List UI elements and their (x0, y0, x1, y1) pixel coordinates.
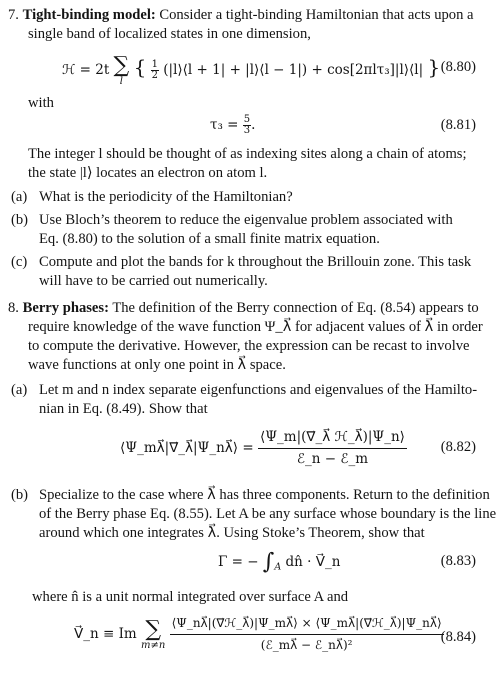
part-7c-line1: Compute and plot the bands for k throughout the Brillouin zone. This task (39, 254, 472, 270)
equation-8-80 (62, 50, 441, 87)
equation-8-84 (74, 614, 444, 655)
eq-880-open-brace: { (133, 55, 147, 79)
eq-884-frac (170, 614, 444, 655)
eq-883-domain: A (274, 561, 282, 573)
where-line: where n̂ is a unit normal integrated over surface A and (32, 589, 349, 605)
problem-7-para-line1: The integer l should be thought of as indexing sites along a chain of atoms; (28, 146, 467, 162)
eq-880-half: $\frac{1}{2}$ (151, 59, 158, 81)
eq-882-lhs: ⟨Ψ_mλ⃗|∇⃗_λ⃗|Ψ_nλ⃗⟩ = (120, 440, 258, 456)
eq-884-denominator: (ℰ_mλ⃗ − ℰ_nλ⃗)² (260, 638, 353, 652)
part-7a (11, 188, 293, 207)
eq-881-lhs: τ₃ = (210, 117, 243, 133)
equation-8-83 (218, 546, 340, 578)
eq-881-frac: $\frac{5}{3}$ (243, 114, 251, 136)
eq-881-number: (8.81) (440, 117, 476, 133)
problem-8-line4: wave functions at only one point in λ⃗ space. (28, 357, 286, 373)
eq-881-tail: . (251, 117, 256, 133)
eq-883-lhs: Γ = − (218, 554, 259, 570)
eq-883-integral: ∫ (262, 549, 275, 575)
part-8b-line3: around which one integrates λ⃗. Using Stoke’s Theorem, show that (39, 525, 425, 541)
with-label: with (28, 95, 54, 111)
problem-8-line1: The definition of the Berry connection of Eq. (8.54) appears to (112, 300, 479, 316)
problem-8-line3: to compute the derivative. However, the expression can be recast to involve (28, 338, 470, 354)
eq-884-numerator: ⟨Ψ_nλ⃗|(∇⃗ℋ_λ⃗)|Ψ_mλ⃗⟩ × ⟨Ψ_mλ⃗|(∇⃗ℋ_λ⃗)|Ψ_nλ⃗⟩ (170, 614, 444, 635)
part-8a-label: (a) (11, 382, 28, 398)
part-7b (11, 211, 453, 230)
eq-884-number: (8.84) (440, 629, 476, 645)
eq-880-sum: ∑ l (113, 52, 130, 87)
problem-7-intro-line2: single band of localized states in one dimension, (28, 26, 311, 42)
part-8b-line2: of the Berry phase Eq. (8.55). Let A be any surface whose boundary is the line (39, 506, 496, 522)
problem-7-intro-line1: Consider a tight-binding Hamiltonian that acts upon a (159, 7, 474, 23)
part-7a-line1: What is the periodicity of the Hamiltonian? (39, 189, 293, 205)
equation-8-82 (120, 428, 407, 469)
part-8b-label: (b) (11, 487, 29, 503)
eq-880-close-brace: } (427, 55, 441, 79)
part-7b-line1: Use Bloch’s theorem to reduce the eigenvalue problem associated with (39, 212, 453, 228)
part-7c (11, 253, 472, 272)
part-8b (11, 486, 490, 505)
problem-7-para-line2: the state |l⟩ locates an electron on atom l. (28, 165, 268, 181)
part-7b-line2: Eq. (8.80) to the solution of a small finite matrix equation. (39, 231, 380, 247)
part-8a-line1: Let m and n index separate eigenfunctions and eigenvalues of the Hamilto- (39, 382, 478, 398)
part-8b-line1: Specialize to the case where λ⃗ has three components. Return to the definition (39, 487, 490, 503)
problem-8-number: 8. (8, 300, 19, 316)
problem-7-title: Tight-binding model: (22, 7, 156, 23)
eq-883-number: (8.83) (440, 553, 476, 569)
part-8a-line2: nian in Eq. (8.49). Show that (39, 401, 208, 417)
eq-882-number: (8.82) (440, 439, 476, 455)
part-8a (11, 381, 478, 400)
equation-8-81 (210, 110, 255, 140)
part-7c-line2: will have to be carried out numerically. (39, 273, 268, 289)
part-7c-label: (c) (11, 254, 28, 270)
problem-7-number: 7. (8, 7, 19, 23)
eq-884-lhs: V⃗_n ≡ Im (74, 626, 137, 642)
problem-7-heading (8, 6, 474, 25)
eq-882-numerator: ⟨Ψ_m|(∇⃗_λ⃗ ℋ_λ⃗)|Ψ_n⟩ (258, 428, 407, 449)
problem-8-line2: require knowledge of the wave function Ψ_λ⃗ for adjacent values of λ⃗ in order (28, 319, 483, 335)
eq-883-body: dn̂ · V⃗_n (285, 554, 341, 570)
eq-882-denominator: ℰ_n − ℰ_m (296, 451, 369, 467)
eq-884-sum: ∑ m≠n (141, 616, 166, 651)
eq-880-lhs: ℋ = 2t (62, 62, 110, 78)
problem-8-heading (8, 299, 479, 318)
problem-8-title: Berry phases: (22, 300, 109, 316)
part-7a-label: (a) (11, 189, 28, 205)
eq-880-number: (8.80) (440, 59, 476, 75)
eq-880-body: (|l⟩⟨l + 1| + |l⟩⟨l − 1|) + cos[2πlτ₃]|l⟩⟨l| (163, 62, 424, 78)
eq-882-frac (258, 428, 407, 469)
part-7b-label: (b) (11, 212, 29, 228)
